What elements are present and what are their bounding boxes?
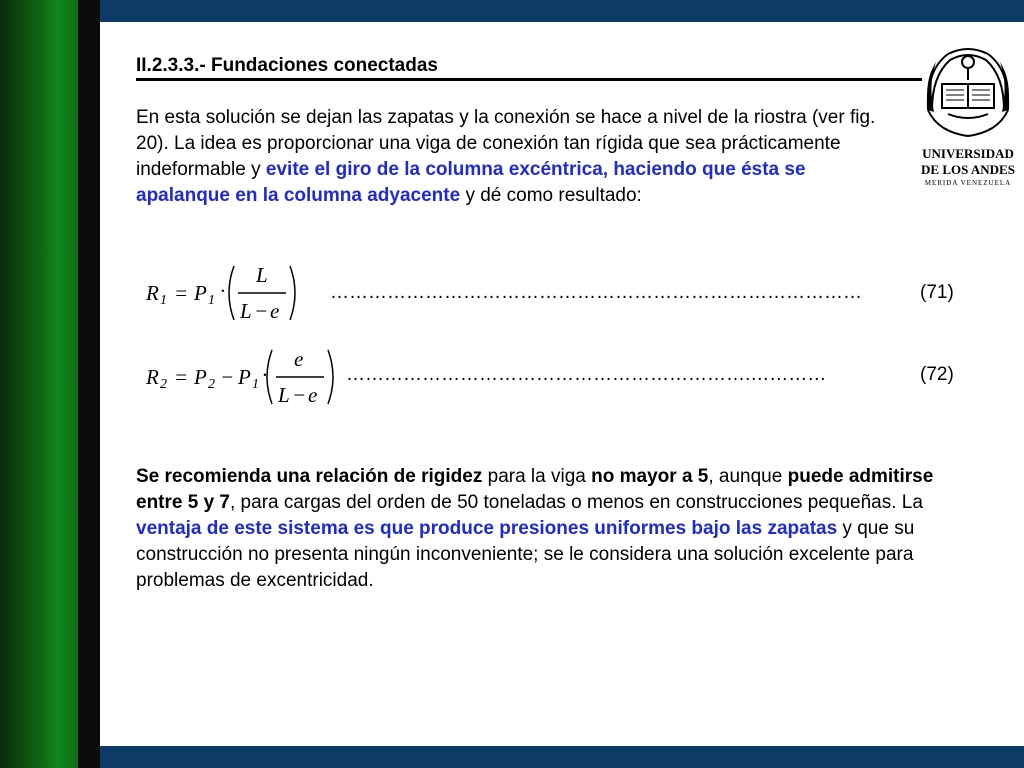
svg-text:=: = [174, 281, 189, 305]
rec-highlight: ventaja de este sistema es que produce presiones uniformes bajo las zapatas [136, 518, 838, 539]
equation-72-dots: ……………………………………………………….………… [346, 364, 827, 385]
svg-text:P: P [194, 281, 207, 305]
title-underline [136, 78, 922, 81]
equation-71-formula [144, 262, 314, 324]
svg-text:P: P [194, 365, 207, 389]
logo-name-line1: UNIVERSIDAD [922, 146, 1014, 161]
bottom-bar [100, 746, 1024, 768]
svg-text:·: · [262, 363, 268, 387]
svg-text:1: 1 [252, 377, 259, 392]
logo-location: MERIDA VENEZUELA [924, 179, 1012, 187]
intro-highlight: evite el giro de la columna excéntrica, haciendo que ésta se apalanque en la columna adyacente [136, 159, 806, 206]
logo-name-line2: DE LOS ANDES [921, 162, 1015, 177]
intro-paragraph [136, 105, 896, 209]
rec-text-1: para la viga [482, 466, 592, 487]
intro-text-b: y dé como resultado: [460, 185, 642, 206]
svg-text:2: 2 [208, 377, 215, 392]
equation-71-dots: ………………………………………………………………………… [330, 282, 862, 303]
rec-bold-2: no mayor a 5 [591, 466, 709, 487]
rec-text-2: , aunque [708, 466, 788, 487]
svg-text:−: − [292, 383, 307, 407]
svg-text:1: 1 [160, 293, 167, 308]
equation-72-formula [144, 346, 344, 408]
rec-text-4: y que su construcción no presenta ningún inconveniente; se le considera una solución excelente para problemas de excentricidad. [136, 518, 915, 591]
green-side-band [0, 0, 78, 768]
intro-text-a: En esta solución se dejan las zapatas y la conexión se hace a nivel de la riostra (ver fig. 20). La idea es proporcionar una viga de conexión tan rígida que sea prácticamente indeformable y [136, 107, 876, 180]
svg-text:R: R [146, 365, 159, 389]
svg-text:1: 1 [208, 293, 215, 308]
equation-71-number: (71) [920, 282, 954, 303]
top-bar [100, 0, 1024, 22]
svg-text:−: − [220, 365, 235, 389]
svg-text:−: − [254, 299, 269, 323]
svg-text:L: L [278, 383, 290, 407]
section-title: II.2.3.3.- Fundaciones conectadas [136, 55, 438, 76]
rec-bold-1: Se recomienda una relación de rigidez [136, 466, 483, 487]
svg-text:P: P [238, 365, 251, 389]
recommendation-paragraph [136, 464, 976, 594]
rec-bold-3: puede admitirse entre 5 y 7 [136, 466, 934, 513]
dark-side-band [78, 0, 100, 768]
svg-text:2: 2 [160, 377, 167, 392]
svg-text:=: = [174, 365, 189, 389]
svg-text:e: e [270, 299, 280, 323]
equation-72-number: (72) [920, 364, 954, 385]
university-logo [918, 40, 1018, 187]
svg-text:e: e [294, 347, 304, 371]
university-seal-icon [918, 40, 1018, 140]
svg-text:L: L [240, 299, 252, 323]
rec-text-3: , para cargas del orden de 50 toneladas o menos en construcciones pequeñas. La [230, 492, 923, 513]
svg-text:·: · [220, 279, 226, 303]
svg-text:R: R [146, 281, 159, 305]
svg-text:e: e [308, 383, 318, 407]
svg-text:L: L [256, 263, 268, 287]
